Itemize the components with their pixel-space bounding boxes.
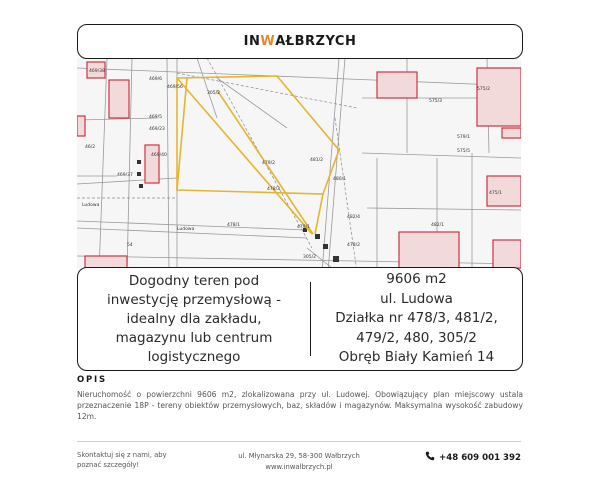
description-line: Dogodny teren pod — [128, 272, 260, 289]
property-details — [311, 268, 522, 370]
investment-description — [78, 268, 310, 370]
section-description: Nieruchomość o powierzchni 9606 m2, zlokalizowana przy ul. Ludowej. Obowiązujący plan miejscowy ustala przeznaczenie 18P - tereny obiektów przemysłowych, baz, składów i magazynów. Maksymalna wysokość zabudowy 12m. — [77, 390, 523, 421]
footer-address-block — [206, 451, 392, 473]
map-label: 579/1 — [457, 135, 470, 140]
logo-text-accent: W — [260, 34, 276, 49]
map-label: 478/2 — [347, 243, 360, 248]
map-label: 575/3 — [429, 99, 442, 104]
map-label: 575/5 — [457, 149, 470, 154]
description-line: magazynu lub centrum — [115, 329, 273, 346]
map-label: 481/2 — [310, 158, 323, 163]
map-label: 480/1 — [333, 177, 346, 182]
map-label: 478/3 — [267, 187, 280, 192]
footer-website-link[interactable]: www.inwalbrzych.pl — [265, 463, 333, 471]
map-label: 475/1 — [489, 191, 502, 196]
map-label: 482/1 — [431, 223, 444, 228]
map-label: 305/2 — [207, 91, 220, 96]
precinct-name: Obręb Biały Kamień 14 — [338, 349, 495, 366]
map-label: 469/5 — [149, 115, 162, 120]
street-name: ul. Ludowa — [380, 290, 453, 307]
map-svg — [77, 58, 521, 272]
map-label: 469/38 — [89, 69, 105, 74]
map-label: 469/6 — [149, 77, 162, 82]
logo-text-in: IN — [243, 34, 261, 49]
map-label: 575/2 — [477, 87, 490, 92]
header-bar — [77, 24, 523, 59]
phone-icon — [425, 451, 435, 464]
map-label: Ludowa — [82, 203, 100, 208]
map-label: 469/40 — [151, 153, 167, 158]
map-label: Ludowa — [177, 227, 195, 232]
map-label: 469/56 — [167, 85, 183, 90]
map-label: 469/37 — [117, 173, 133, 178]
parcel-numbers: Działka nr 478/3, 481/2, — [335, 310, 498, 327]
cadastral-map — [77, 58, 521, 272]
logo[interactable] — [244, 34, 357, 49]
description-line: idealny dla zakładu, — [126, 310, 262, 327]
map-label: 479/2 — [262, 161, 275, 166]
map-label: 482/4 — [347, 215, 360, 220]
map-label: 478/1 — [227, 223, 240, 228]
description-line: inwestycję przemysłową - — [107, 291, 281, 308]
map-label: 54 — [127, 243, 133, 248]
map-label: 46/2 — [85, 145, 96, 150]
area-value: 9606 m2 — [386, 271, 447, 288]
footer-divider — [77, 441, 521, 442]
phone-number: +48 609 001 392 — [439, 452, 521, 463]
description-line: logistycznego — [147, 348, 241, 365]
contact-line: Skontaktuj się z nami, aby — [77, 451, 167, 459]
map-label: 469/23 — [149, 127, 165, 132]
section-title: OPIS — [77, 375, 107, 385]
map-label: 479/1 — [297, 225, 310, 230]
map-label: 305/2 — [303, 255, 316, 260]
footer-address: ul. Młynarska 29, 58-300 Wałbrzych — [238, 452, 360, 460]
footer-phone[interactable] — [405, 451, 521, 464]
contact-line: poznać szczegóły! — [77, 460, 140, 469]
info-box — [77, 267, 523, 371]
parcel-numbers-cont: 479/2, 480, 305/2 — [356, 329, 477, 346]
footer-contact-prompt — [77, 451, 197, 470]
logo-text-rest: AŁBRZYCH — [275, 34, 357, 49]
